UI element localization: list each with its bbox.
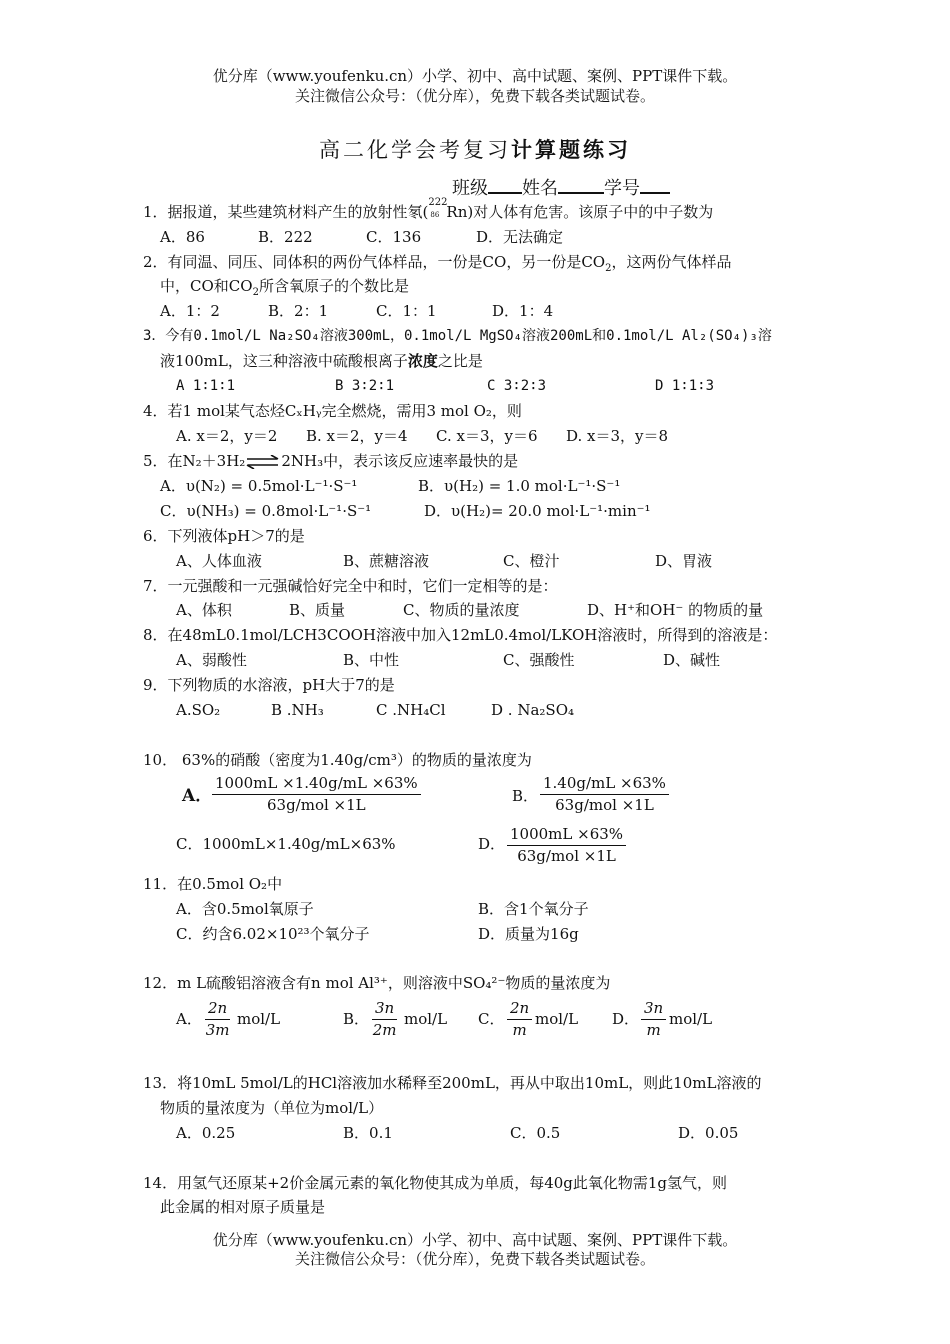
title-part-2: 计算题练习 xyxy=(511,137,631,162)
q3-stem-2 xyxy=(160,351,483,371)
q3-option-d: D 1∶1∶3 xyxy=(655,378,715,394)
q4-stem: 4．若1 mol某气态烃CₓHᵧ完全燃烧，需用3 mol O₂，则 xyxy=(143,402,522,420)
q2-stem-1-text: 2．有同温、同压、同体积的两份气体样品，一份是CO，另一份是CO xyxy=(143,253,606,271)
q11-option-c: C．约含6.02×10²³个氧分子 xyxy=(176,925,370,943)
id-blank xyxy=(640,176,670,194)
q10-a-numerator: 1000mL ×1.40g/mL ×63% xyxy=(212,774,421,795)
q12-d-label: D． xyxy=(612,1010,640,1028)
q1-z: 86 xyxy=(430,211,440,219)
q8-stem: 8．在48mL0.1mol/LCH3COOH溶液中加入12mL0.4mol/LKOH溶液时，所得到的溶液是： xyxy=(143,626,778,644)
q1-stem-a: 1．据报道，某些建筑材料产生的放射性氡( xyxy=(143,203,429,221)
q10-d-denominator: 63g/mol ×1L xyxy=(517,847,616,865)
q10-a-fraction xyxy=(212,774,421,815)
q6-option-a: A、人体血液 xyxy=(176,552,262,570)
q13-stem-2: 物质的量浓度为（单位为mol/L） xyxy=(160,1099,384,1117)
q13-option-b: B．0.1 xyxy=(343,1124,393,1142)
q2-stem-2-text: 中，CO和CO xyxy=(160,277,253,295)
q12-b-unit: mol/L xyxy=(404,1010,448,1028)
q12-a-numerator: 2n xyxy=(205,999,230,1020)
page-title xyxy=(0,137,950,162)
q7-option-d: D、H⁺和OH⁻ 的物质的量 xyxy=(587,601,764,619)
q1-option-a: A．86 xyxy=(160,228,205,246)
q12-d-numerator: 3n xyxy=(641,999,666,1020)
q12-d-denominator: m xyxy=(646,1021,661,1039)
q1-option-b: B．222 xyxy=(258,228,313,246)
q2-option-b: B．2：1 xyxy=(268,302,329,320)
q1-option-d: D．无法确定 xyxy=(476,228,564,246)
q10-a-denominator: 63g/mol ×1L xyxy=(266,796,366,814)
q4-option-b: B. x＝2，y＝4 xyxy=(306,427,408,445)
name-blank xyxy=(558,176,604,194)
class-blank xyxy=(488,176,522,194)
q4-option-c: C. x＝3，y＝6 xyxy=(436,427,538,445)
q12-c-fraction xyxy=(507,999,532,1040)
q7-stem: 7．一元强酸和一元强碱恰好完全中和时，它们一定相等的是： xyxy=(143,577,558,595)
q12-c-unit: mol/L xyxy=(535,1010,579,1028)
q8-option-d: D、碱性 xyxy=(663,651,721,669)
q12-a-fraction xyxy=(205,999,230,1040)
q5-option-d: D．υ(H₂)= 20.0 mol·L⁻¹·min⁻¹ xyxy=(424,502,651,520)
q11-option-d: D．质量为16g xyxy=(478,925,579,943)
q7-option-b: B、质量 xyxy=(289,601,346,619)
q2-option-d: D．1：4 xyxy=(492,302,554,320)
q12-c-label: C． xyxy=(478,1010,505,1028)
q5-stem-b: 2NH₃中，表示该反应速率最快的是 xyxy=(281,452,519,470)
q5-stem-a: 5．在N₂＋3H₂ xyxy=(143,452,246,470)
q3-stem-2-a: 液100mL，这三种溶液中硫酸根离子 xyxy=(160,352,408,370)
q1-option-c: C．136 xyxy=(366,228,422,246)
q6-option-d: D、胃液 xyxy=(655,552,713,570)
q12-b-fraction xyxy=(372,999,397,1040)
q3-stem-2-bold: 浓度 xyxy=(407,352,438,370)
header-line-2: 关注微信公众号：（优分库），免费下载各类试题试卷。 xyxy=(294,87,655,105)
q1-stem-b: )对人体有危害。该原子中的中子数为 xyxy=(467,203,714,221)
name-label: 姓名 xyxy=(522,178,558,199)
equilibrium-arrow-icon xyxy=(246,455,280,469)
q10-stem: 10． 63%的硝酸（密度为1.40g/cm³）的物质的量浓度为 xyxy=(143,751,532,769)
q12-c-numerator: 2n xyxy=(507,999,532,1020)
q9-option-d: D . Na₂SO₄ xyxy=(491,701,574,719)
q12-a-denominator: 3m xyxy=(205,1021,230,1039)
q6-option-c: C、橙汁 xyxy=(503,552,560,570)
q2-stem-1-end: ，这两份气体样品 xyxy=(611,253,732,271)
q3-option-a: A 1∶1∶1 xyxy=(176,378,236,394)
q2-stem-2-sub: 2 xyxy=(252,287,259,298)
q1-mass: 222 xyxy=(428,197,448,208)
q4-option-d: D. x＝3，y＝8 xyxy=(566,427,669,445)
q12-a-label: A． xyxy=(176,1010,202,1028)
q1-stem xyxy=(143,197,714,222)
q2-stem-1-sub: 2 xyxy=(605,263,612,274)
q11-stem: 11．在0.5mol O₂中 xyxy=(143,875,283,893)
q5-stem xyxy=(143,451,518,471)
q1-symbol: Rn xyxy=(446,203,468,221)
header-line-1: 优分库（www.youfenku.cn）小学、初中、高中试题、案例、PPT课件下载。 xyxy=(212,67,738,85)
footer-line-2: 关注微信公众号：（优分库），免费下载各类试题试卷。 xyxy=(294,1250,655,1268)
q6-stem: 6．下列液体pH＞7的是 xyxy=(143,527,305,545)
q12-d-fraction xyxy=(641,999,666,1040)
q9-stem: 9．下列物质的水溶液，pH大于7的是 xyxy=(143,676,395,694)
q12-a-unit: mol/L xyxy=(237,1010,281,1028)
q2-stem-2-end: 所含氧原子的个数比是 xyxy=(258,277,409,295)
q8-option-a: A、弱酸性 xyxy=(176,651,247,669)
q10-b-label: B． xyxy=(512,787,539,805)
q2-stem-2 xyxy=(160,276,409,296)
q10-b-fraction xyxy=(540,774,669,815)
q10-d-label: D． xyxy=(478,835,506,853)
q8-option-c: C、强酸性 xyxy=(503,651,575,669)
q12-stem: 12．m L硫酸铝溶液含有n mol Al³⁺，则溶液中SO₄²⁻物质的量浓度为 xyxy=(143,974,611,992)
q7-option-a: A、体积 xyxy=(176,601,232,619)
q2-option-c: C．1：1 xyxy=(376,302,437,320)
q2-stem-1 xyxy=(143,252,732,272)
q9-option-c: C .NH₄Cl xyxy=(376,701,446,719)
q3-option-c: C 3∶2∶3 xyxy=(487,378,547,394)
q12-b-denominator: 2m xyxy=(372,1021,397,1039)
q11-option-a: A．含0.5mol氧原子 xyxy=(176,900,314,918)
q9-option-b: B .NH₃ xyxy=(271,701,324,719)
q10-b-numerator: 1.40g/mL ×63% xyxy=(540,774,669,795)
q1-nuclide xyxy=(428,197,448,219)
q12-b-label: B． xyxy=(343,1010,370,1028)
q3-option-b: B 3∶2∶1 xyxy=(335,378,395,394)
q14-stem-2: 此金属的相对原子质量是 xyxy=(160,1198,326,1216)
q12-d-unit: mol/L xyxy=(669,1010,713,1028)
q6-option-b: B、蔗糖溶液 xyxy=(343,552,430,570)
q10-a-label: A． xyxy=(182,786,213,806)
footer-line-1: 优分库（www.youfenku.cn）小学、初中、高中试题、案例、PPT课件下载。 xyxy=(212,1231,738,1249)
q3-stem-1: 3．今有0.1mol/L Na₂SO₄溶液300mL，0.1mol/L MgSO₄溶液200mL和0.1mol/L Al₂(SO₄)₃溶 xyxy=(143,328,772,344)
q9-option-a: A.SO₂ xyxy=(176,701,221,719)
q13-option-c: C．0.5 xyxy=(510,1124,561,1142)
q13-option-a: A．0.25 xyxy=(176,1124,236,1142)
q12-b-numerator: 3n xyxy=(372,999,397,1020)
q10-option-c: C．1000mL×1.40g/mL×63% xyxy=(176,835,396,853)
title-part-1: 高二化学会考复习 xyxy=(319,138,511,162)
q7-option-c: C、物质的量浓度 xyxy=(403,601,520,619)
q3-stem-2-b: 之比是 xyxy=(437,352,483,370)
id-label: 学号 xyxy=(604,178,640,199)
q10-b-denominator: 63g/mol ×1L xyxy=(555,796,654,814)
q12-c-denominator: m xyxy=(512,1021,527,1039)
q8-option-b: B、中性 xyxy=(343,651,400,669)
q4-option-a: A. x＝2，y＝2 xyxy=(176,427,278,445)
q2-option-a: A．1：2 xyxy=(160,302,220,320)
q5-option-c: C．υ(NH₃) = 0.8mol·L⁻¹·S⁻¹ xyxy=(160,502,372,520)
q14-stem-1: 14．用氢气还原某+2价金属元素的氧化物使其成为单质，每40g此氧化物需1g氢气，则 xyxy=(143,1174,728,1192)
q10-d-numerator: 1000mL ×63% xyxy=(507,825,626,846)
q5-option-b: B．υ(H₂) = 1.0 mol·L⁻¹·S⁻¹ xyxy=(418,477,621,495)
q10-d-fraction xyxy=(507,825,626,866)
q5-option-a: A．υ(N₂) = 0.5mol·L⁻¹·S⁻¹ xyxy=(160,477,358,495)
q11-option-b: B．含1个氧分子 xyxy=(478,900,589,918)
student-info xyxy=(452,176,670,201)
q13-option-d: D．0.05 xyxy=(678,1124,739,1142)
class-label: 班级 xyxy=(452,178,488,199)
q13-stem-1: 13．将10mL 5mol/L的HCl溶液加水稀释至200mL，再从中取出10mL，则此10mL溶液的 xyxy=(143,1074,762,1092)
